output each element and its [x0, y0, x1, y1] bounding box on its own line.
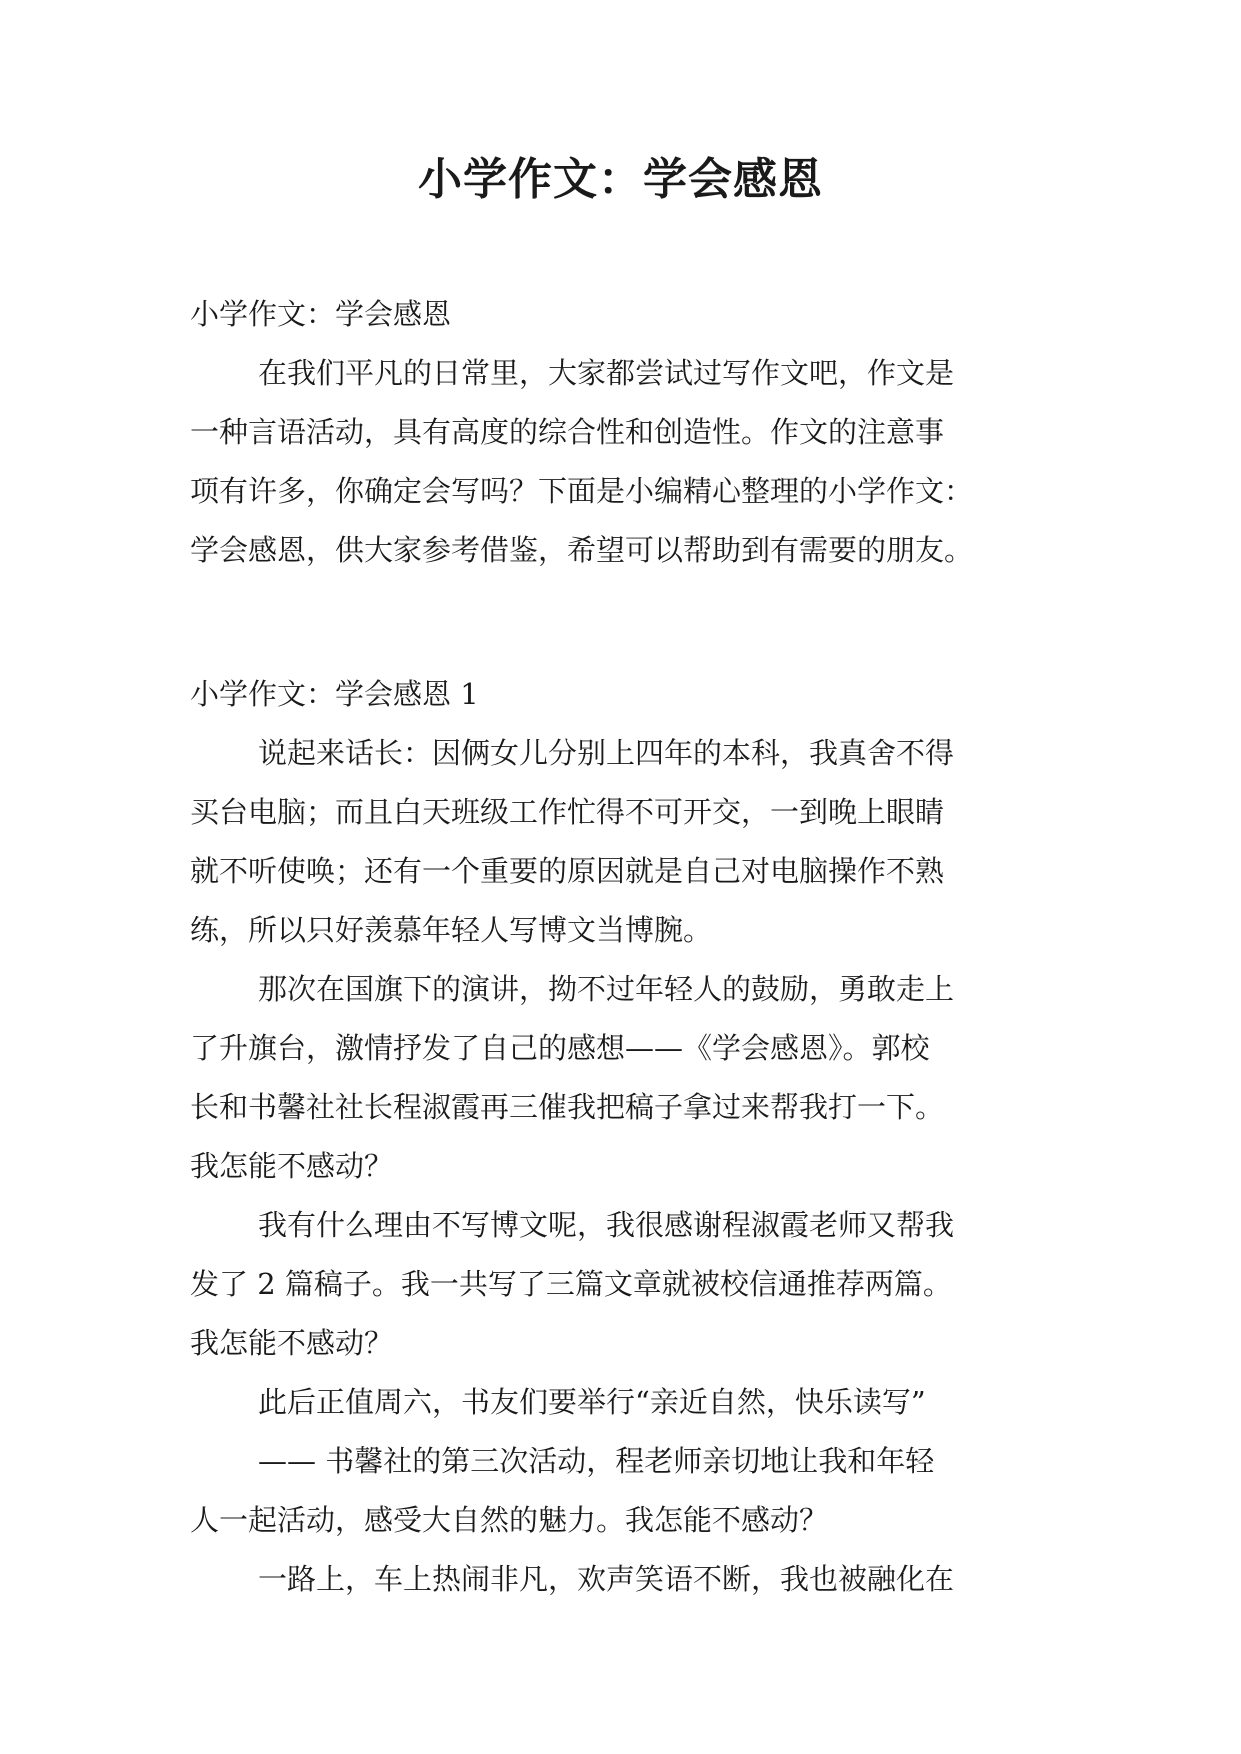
intro-line: 一种言语活动，具有高度的综合性和创造性。作文的注意事 [190, 415, 945, 449]
paragraph-line: 发了 2 篇稿子。我一共写了三篇文章就被校信通推荐两篇。 [190, 1267, 952, 1301]
paragraph-line: 练，所以只好羡慕年轻人写博文当博腕。 [190, 913, 713, 947]
intro-line: 在我们平凡的日常里，大家都尝试过写作文吧，作文是 [258, 356, 955, 390]
intro-heading: 小学作文：学会感恩 [190, 297, 452, 331]
document-body [190, 285, 1050, 1609]
paragraph-line: 一路上，车上热闹非凡，欢声笑语不断，我也被融化在 [258, 1562, 955, 1596]
paragraph-line: 我怎能不感动？ [190, 1326, 394, 1360]
section-heading: 小学作文：学会感恩 1 [190, 677, 479, 711]
paragraph-line: 人一起活动，感受大自然的魅力。我怎能不感动？ [190, 1503, 829, 1537]
paragraph-line: 我怎能不感动？ [190, 1149, 394, 1183]
paragraph-line: —— 书馨社的第三次活动，程老师亲切地让我和年轻 [258, 1444, 935, 1478]
paragraph-line: 那次在国旗下的演讲，拗不过年轻人的鼓励，勇敢走上 [258, 972, 955, 1006]
paragraph-line: 了升旗台，激情抒发了自己的感想——《学会感恩》。郭校 [190, 1031, 930, 1065]
section-gap [190, 580, 1050, 665]
paragraph-line: 买台电脑；而且白天班级工作忙得不可开交，一到晚上眼睛 [190, 795, 945, 829]
paragraph-line: 此后正值周六，书友们要举行“亲近自然，快乐读写” [258, 1385, 926, 1419]
paragraph-line: 说起来话长：因俩女儿分别上四年的本科，我真舍不得 [258, 736, 955, 770]
paragraph-line: 我有什么理由不写博文呢，我很感谢程淑霞老师又帮我 [258, 1208, 955, 1242]
paragraph-line: 就不听使唤；还有一个重要的原因就是自己对电脑操作不熟 [190, 854, 945, 888]
paragraph-line: 长和书馨社社长程淑霞再三催我把稿子拿过来帮我打一下。 [190, 1090, 945, 1124]
page-title: 小学作文：学会感恩 [418, 154, 823, 205]
intro-line: 项有许多，你确定会写吗？下面是小编精心整理的小学作文： [190, 474, 974, 508]
intro-line: 学会感恩，供大家参考借鉴，希望可以帮助到有需要的朋友。 [190, 533, 974, 567]
